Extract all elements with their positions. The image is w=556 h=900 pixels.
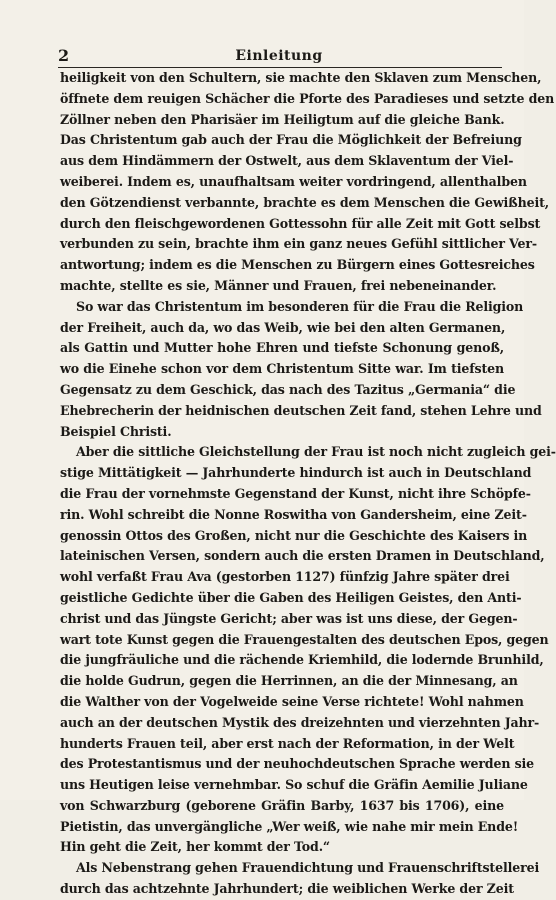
text-line: Als Nebenstrang gehen Frauendichtung und Frauenschriftstellerei bbox=[76, 860, 540, 876]
text-line: Hin geht die Zeit, her kommt der Tod.“ bbox=[60, 839, 331, 855]
text-line: wohl verfaßt Frau Ava (gestorben 1127) fünfzig Jahre später drei bbox=[60, 569, 510, 585]
text-line: der Freiheit, auch da, wo das Weib, wie bei den alten Germanen, bbox=[60, 319, 506, 335]
text-line: durch den fleischgewordenen Gottessohn für alle Zeit mit Gott selbst bbox=[60, 215, 541, 231]
text-line: machte, stellte es sie, Männer und Frauen, frei nebeneinander. bbox=[60, 277, 497, 293]
text-line: antwortung; indem es die Menschen zu Bürgern eines Gottesreiches bbox=[60, 257, 535, 273]
text-line: wart tote Kunst gegen die Frauengestalten des deutschen Epos, gegen bbox=[60, 631, 549, 647]
text-line: Beispiel Christi. bbox=[60, 423, 172, 439]
text-line: Gegensatz zu dem Geschick, das nach des Tazitus „Germania“ die bbox=[60, 381, 516, 397]
text-line: die Walther von der Vogelweide seine Verse richtete! Wohl nahmen bbox=[60, 693, 524, 709]
text-line: wo die Einehe schon vor dem Christentum Sitte war. Im tiefsten bbox=[60, 361, 504, 377]
text-line: So war das Christentum im besonderen für die Frau die Religion bbox=[76, 298, 524, 314]
text-line: lateinischen Versen, sondern auch die ersten Dramen in Deutschland, bbox=[60, 548, 545, 564]
text-line: uns Heutigen leise vernehmbar. So schuf die Gräfin Aemilie Juliane bbox=[60, 777, 528, 793]
text-line: den Götzendienst verbannte, brachte es dem Menschen die Gewißheit, bbox=[60, 194, 549, 210]
text-line: die Frau der vornehmste Gegenstand der Kunst, nicht ihre Schöpfe- bbox=[60, 485, 531, 501]
text-line: Ehebrecherin der heidnischen deutschen Zeit fand, stehen Lehre und bbox=[60, 402, 542, 418]
text-line: Aber die sittliche Gleichstellung der Frau ist noch nicht zugleich gei- bbox=[76, 444, 556, 460]
text-line: weiberei. Indem es, unaufhaltsam weiter vordringend, allenthalben bbox=[60, 173, 527, 189]
page-header bbox=[58, 46, 500, 66]
text-line: Das Christentum gab auch der Frau die Möglichkeit der Befreiung bbox=[60, 132, 522, 148]
text-line: die jungfräuliche und die rächende Kriemhild, die lodernde Brunhild, bbox=[60, 652, 544, 668]
text-line: als Gattin und Mutter hohe Ehren und tiefste Schonung genoß, bbox=[60, 340, 504, 356]
text-line: geistliche Gedichte über die Gaben des Heiligen Geistes, den Anti- bbox=[60, 589, 522, 605]
text-line: stige Mittätigkeit — Jahrhunderte hindurch ist auch in Deutschland bbox=[60, 465, 532, 481]
text-line: aus dem Hindämmern der Ostwelt, aus dem Sklaventum der Viel- bbox=[60, 153, 514, 169]
text-line: christ und das Jüngste Gericht; aber was ist uns diese, der Gegen- bbox=[60, 610, 518, 626]
body-text bbox=[60, 68, 556, 900]
text-line: von Schwarzburg (geborene Gräfin Barby, 1637 bis 1706), eine bbox=[60, 797, 504, 813]
running-title: Einleitung bbox=[235, 48, 323, 64]
text-line: Zöllner neben den Pharisäer im Heiligtum auf die gleiche Bank. bbox=[60, 111, 505, 127]
text-line: verbunden zu sein, brachte ihm ein ganz neues Gefühl sittlicher Ver- bbox=[60, 236, 537, 252]
text-line: genossin Ottos des Großen, nicht nur die Geschichte des Kaisers in bbox=[60, 527, 528, 543]
text-line: rin. Wohl schreibt die Nonne Roswitha von Gandersheim, eine Zeit- bbox=[60, 506, 527, 522]
page-number: 2 bbox=[58, 46, 70, 65]
text-line: Pietistin, das unvergängliche „Wer weiß, wie nahe mir mein Ende! bbox=[60, 818, 519, 834]
text-line: öffnete dem reuigen Schächer die Pforte des Paradieses und setzte den bbox=[60, 90, 555, 106]
text-line: die holde Gudrun, gegen die Herrinnen, an die der Minnesang, an bbox=[60, 673, 518, 689]
text-line: durch das achtzehnte Jahrhundert; die weiblichen Werke der Zeit bbox=[60, 881, 514, 897]
text-line: des Protestantismus und der neuhochdeutschen Sprache werden sie bbox=[60, 756, 535, 772]
text-line: auch an der deutschen Mystik des dreizehnten und vierzehnten Jahr- bbox=[60, 714, 540, 730]
text-line: heiligkeit von den Schultern, sie machte den Sklaven zum Menschen, bbox=[60, 70, 542, 85]
text-line: hunderts Frauen teil, aber erst nach der Reformation, in der Welt bbox=[60, 735, 515, 751]
